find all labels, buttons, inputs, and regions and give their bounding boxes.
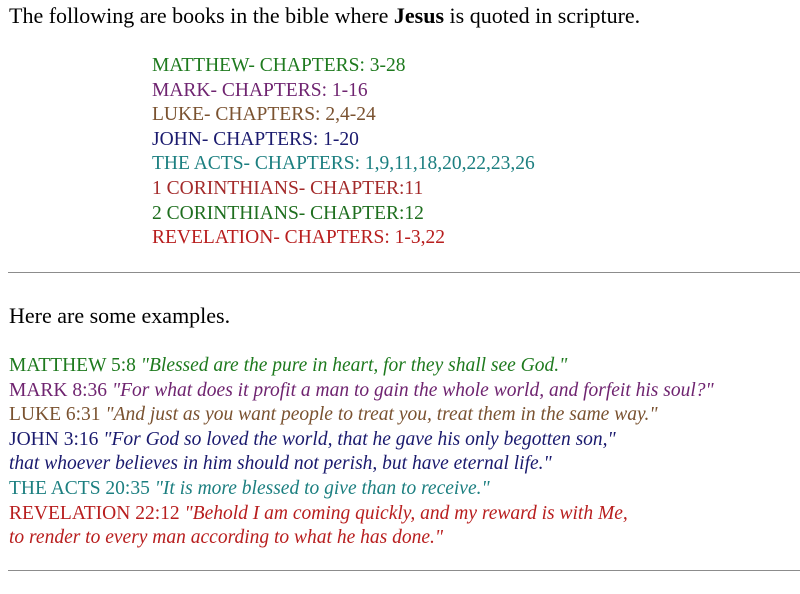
example-luke bbox=[9, 403, 714, 428]
example-reference: THE ACTS 20:35 bbox=[9, 477, 155, 499]
book-item-mark: MARK- CHAPTERS: 1-16 bbox=[152, 79, 368, 101]
example-quote: "And just as you want people to treat you, treat them in the same way." bbox=[105, 404, 658, 426]
book-item-acts: THE ACTS- CHAPTERS: 1,9,11,18,20,22,23,26 bbox=[152, 153, 535, 175]
example-reference: MARK 8:36 bbox=[9, 379, 112, 401]
example-quote: that whoever believes in him should not perish, but have eternal life." bbox=[9, 453, 552, 475]
example-quote: "For what does it profit a man to gain the whole world, and forfeit his soul?" bbox=[111, 379, 714, 401]
example-reference: LUKE 6:31 bbox=[9, 404, 106, 426]
horizontal-divider bbox=[8, 570, 800, 571]
example-matthew bbox=[9, 354, 714, 379]
example-john-continued bbox=[9, 452, 714, 477]
intro-text-bold: Jesus bbox=[393, 3, 445, 28]
example-john bbox=[9, 428, 714, 453]
example-quote: "Blessed are the pure in heart, for they shall see God." bbox=[140, 355, 568, 376]
example-quote: to render to every man according to what he has done." bbox=[9, 527, 444, 549]
example-quote: "It is more blessed to give than to receive." bbox=[154, 477, 490, 499]
book-item-matthew: MATTHEW- CHAPTERS: 3-28 bbox=[152, 55, 406, 76]
intro-text-end: is quoted in scripture. bbox=[444, 3, 641, 28]
intro-text-start: The following are books in the bible where bbox=[9, 3, 394, 28]
book-item-1-corinthians: 1 CORINTHIANS- CHAPTER:11 bbox=[152, 177, 424, 199]
book-item-luke: LUKE- CHAPTERS: 2,4-24 bbox=[152, 104, 376, 126]
example-list bbox=[9, 354, 714, 551]
example-mark bbox=[9, 379, 714, 404]
example-reference: REVELATION 22:12 bbox=[9, 502, 185, 524]
book-list bbox=[152, 54, 535, 251]
examples-heading: Here are some examples. bbox=[9, 303, 231, 328]
example-quote: "Behold I am coming quickly, and my reward is with Me, bbox=[184, 502, 628, 524]
horizontal-divider bbox=[8, 272, 800, 273]
example-quote: "For God so loved the world, that he gave his only begotten son," bbox=[103, 428, 616, 450]
example-revelation-continued bbox=[9, 526, 714, 551]
intro-text bbox=[9, 2, 640, 30]
book-item-john: JOHN- CHAPTERS: 1-20 bbox=[152, 128, 359, 150]
example-acts bbox=[9, 477, 714, 502]
example-reference: MATTHEW 5:8 bbox=[9, 355, 141, 376]
book-item-2-corinthians: 2 CORINTHIANS- CHAPTER:12 bbox=[152, 202, 424, 224]
book-item-revelation: REVELATION- CHAPTERS: 1-3,22 bbox=[152, 227, 446, 249]
example-reference: JOHN 3:16 bbox=[9, 428, 104, 450]
example-revelation bbox=[9, 502, 714, 527]
